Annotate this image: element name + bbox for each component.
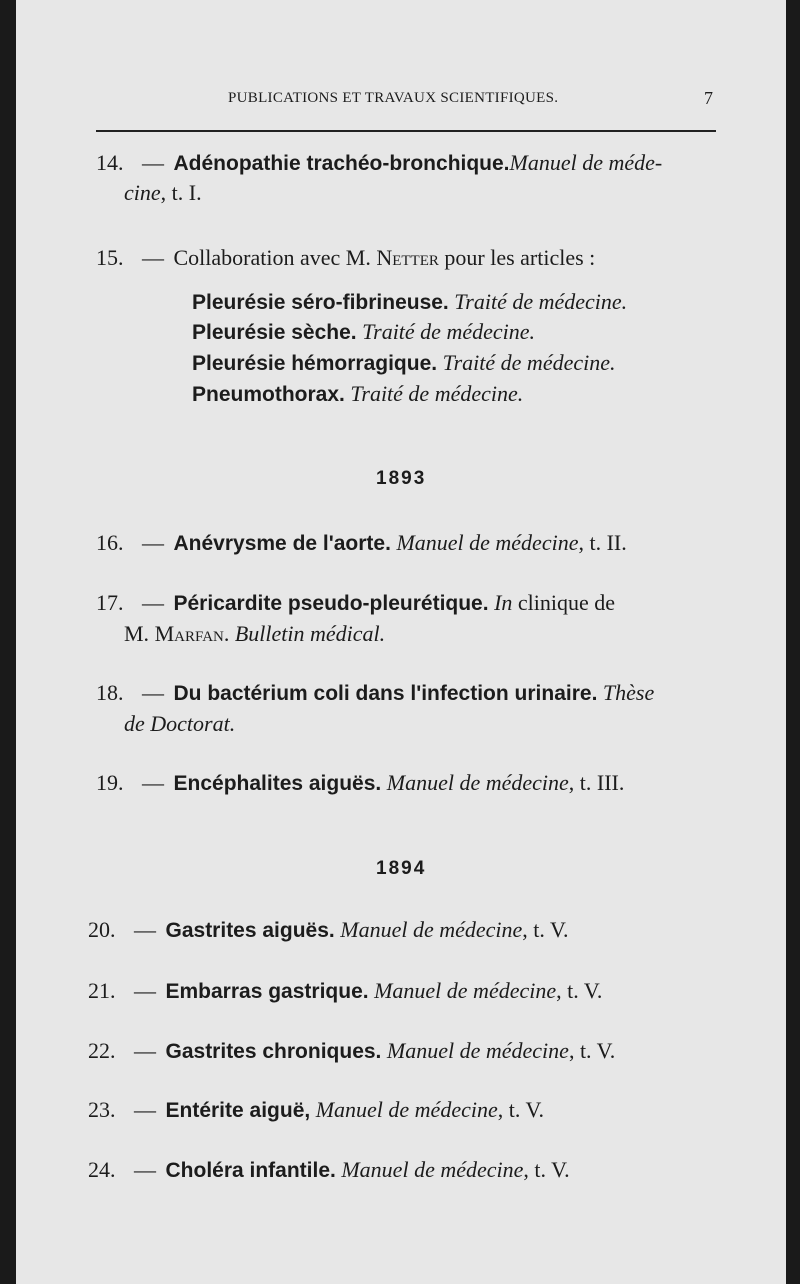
document-page (16, 0, 786, 1284)
entry-title: Choléra infantile. (165, 1159, 336, 1182)
entry-text-b: . (223, 621, 235, 646)
entry-dash: — (134, 1097, 156, 1122)
subarticle-source: Traité de médecine. (362, 319, 536, 344)
entry-number: 21. (88, 978, 116, 1003)
entry-dash: — (142, 245, 164, 270)
entry-dash: — (142, 680, 164, 705)
entry-18 (96, 680, 654, 706)
entry-tail: , t. V. (568, 1038, 616, 1063)
entry-number: 22. (88, 1038, 116, 1063)
entry-14-cont (124, 180, 202, 206)
entry-number: 16. (96, 530, 124, 555)
subarticle-2 (192, 319, 535, 345)
entry-number: 15. (96, 245, 124, 270)
entry-source-cont: cine (124, 180, 161, 205)
year-heading-1894: 1894 (376, 858, 427, 879)
entry-source-cont: de Doctorat. (124, 711, 236, 736)
subarticle-title: Pleurésie hémorragique. (192, 352, 438, 375)
page-header (16, 88, 726, 114)
year-heading-1893: 1893 (376, 468, 427, 489)
entry-title: Embarras gastrique. (165, 980, 369, 1003)
entry-dash: — (134, 978, 156, 1003)
subarticle-title: Pleurésie sèche. (192, 321, 357, 344)
entry-18-cont (124, 711, 235, 737)
entry-tail: , t. V. (522, 917, 569, 942)
entry-title: Du bactérium coli dans l'infection urinaire. (173, 682, 598, 705)
entry-dash: — (142, 770, 164, 795)
entry-title: Anévrysme de l'aorte. (173, 532, 391, 555)
entry-number: 20. (88, 917, 116, 942)
entry-title: Gastrites chroniques. (165, 1040, 382, 1063)
subarticle-title: Pleurésie séro-fibrineuse. (192, 291, 449, 314)
entry-22 (88, 1038, 615, 1064)
subarticle-1 (192, 289, 627, 315)
entry-dash: — (142, 590, 164, 615)
entry-16 (96, 530, 627, 556)
entry-tail: , t. II. (578, 530, 627, 555)
subarticle-title: Pneumothorax. (192, 383, 345, 406)
entry-17-cont (124, 621, 385, 647)
entry-number: 17. (96, 590, 124, 615)
author-name: Marfan (154, 621, 224, 646)
entry-source: Thèse (602, 680, 655, 705)
entry-21 (88, 978, 602, 1004)
entry-17 (96, 590, 615, 616)
header-rule (96, 130, 716, 132)
subarticle-3 (192, 350, 616, 376)
entry-source: Manuel de médecine (374, 978, 557, 1003)
entry-title: Péricardite pseudo-pleurétique. (173, 592, 489, 615)
subarticle-4 (192, 381, 523, 407)
entry-tail: , t. V. (497, 1097, 545, 1122)
entry-number: 24. (88, 1157, 116, 1182)
entry-24 (88, 1157, 570, 1183)
entry-dash: — (134, 1038, 156, 1063)
subarticle-source: Traité de médecine. (442, 350, 616, 375)
entry-source: Manuel de médecine (386, 770, 569, 795)
entry-tail: , t. I. (160, 180, 202, 205)
entry-title: Entérite aiguë, (165, 1099, 311, 1122)
entry-source: Manuel de médecine (315, 1097, 498, 1122)
running-title: PUBLICATIONS ET TRAVAUX SCIENTIFIQUES. (228, 90, 559, 106)
entry-14 (96, 150, 662, 176)
entry-source: Manuel de méde- (509, 150, 663, 175)
entry-dash: — (134, 917, 156, 942)
entry-23 (88, 1097, 544, 1123)
author-name: Netter (376, 245, 439, 270)
entry-tail: , t. III. (568, 770, 625, 795)
subarticle-source: Traité de médecine. (454, 289, 628, 314)
entry-source: Manuel de médecine (386, 1038, 569, 1063)
entry-tail: clinique de (512, 590, 616, 615)
entry-dash: — (142, 530, 164, 555)
entry-source: Manuel de médecine (341, 1157, 524, 1182)
entry-tail: , t. V. (556, 978, 603, 1003)
entry-source-cont: Bulletin médical. (234, 621, 386, 646)
entry-source: In (494, 590, 513, 615)
entry-15 (96, 245, 595, 271)
entry-number: 23. (88, 1097, 116, 1122)
entry-dash: — (142, 150, 164, 175)
entry-text: Collaboration avec M. (173, 245, 377, 270)
entry-19 (96, 770, 624, 796)
page-number: 7 (704, 88, 713, 108)
entry-source: Manuel de médecine (396, 530, 579, 555)
entry-text: M. (124, 621, 155, 646)
entry-source: Manuel de médecine (340, 917, 523, 942)
entry-20 (88, 917, 569, 943)
entry-title: Encéphalites aiguës. (173, 772, 382, 795)
entry-text-b: pour les articles : (438, 245, 596, 270)
entry-number: 14. (96, 150, 124, 175)
entry-dash: — (134, 1157, 156, 1182)
entry-number: 18. (96, 680, 124, 705)
entry-title: Gastrites aiguës. (165, 919, 335, 942)
entry-tail: , t. V. (523, 1157, 570, 1182)
entry-number: 19. (96, 770, 124, 795)
subarticle-source: Traité de médecine. (350, 381, 524, 406)
entry-title: Adénopathie trachéo-bronchique. (173, 152, 510, 175)
